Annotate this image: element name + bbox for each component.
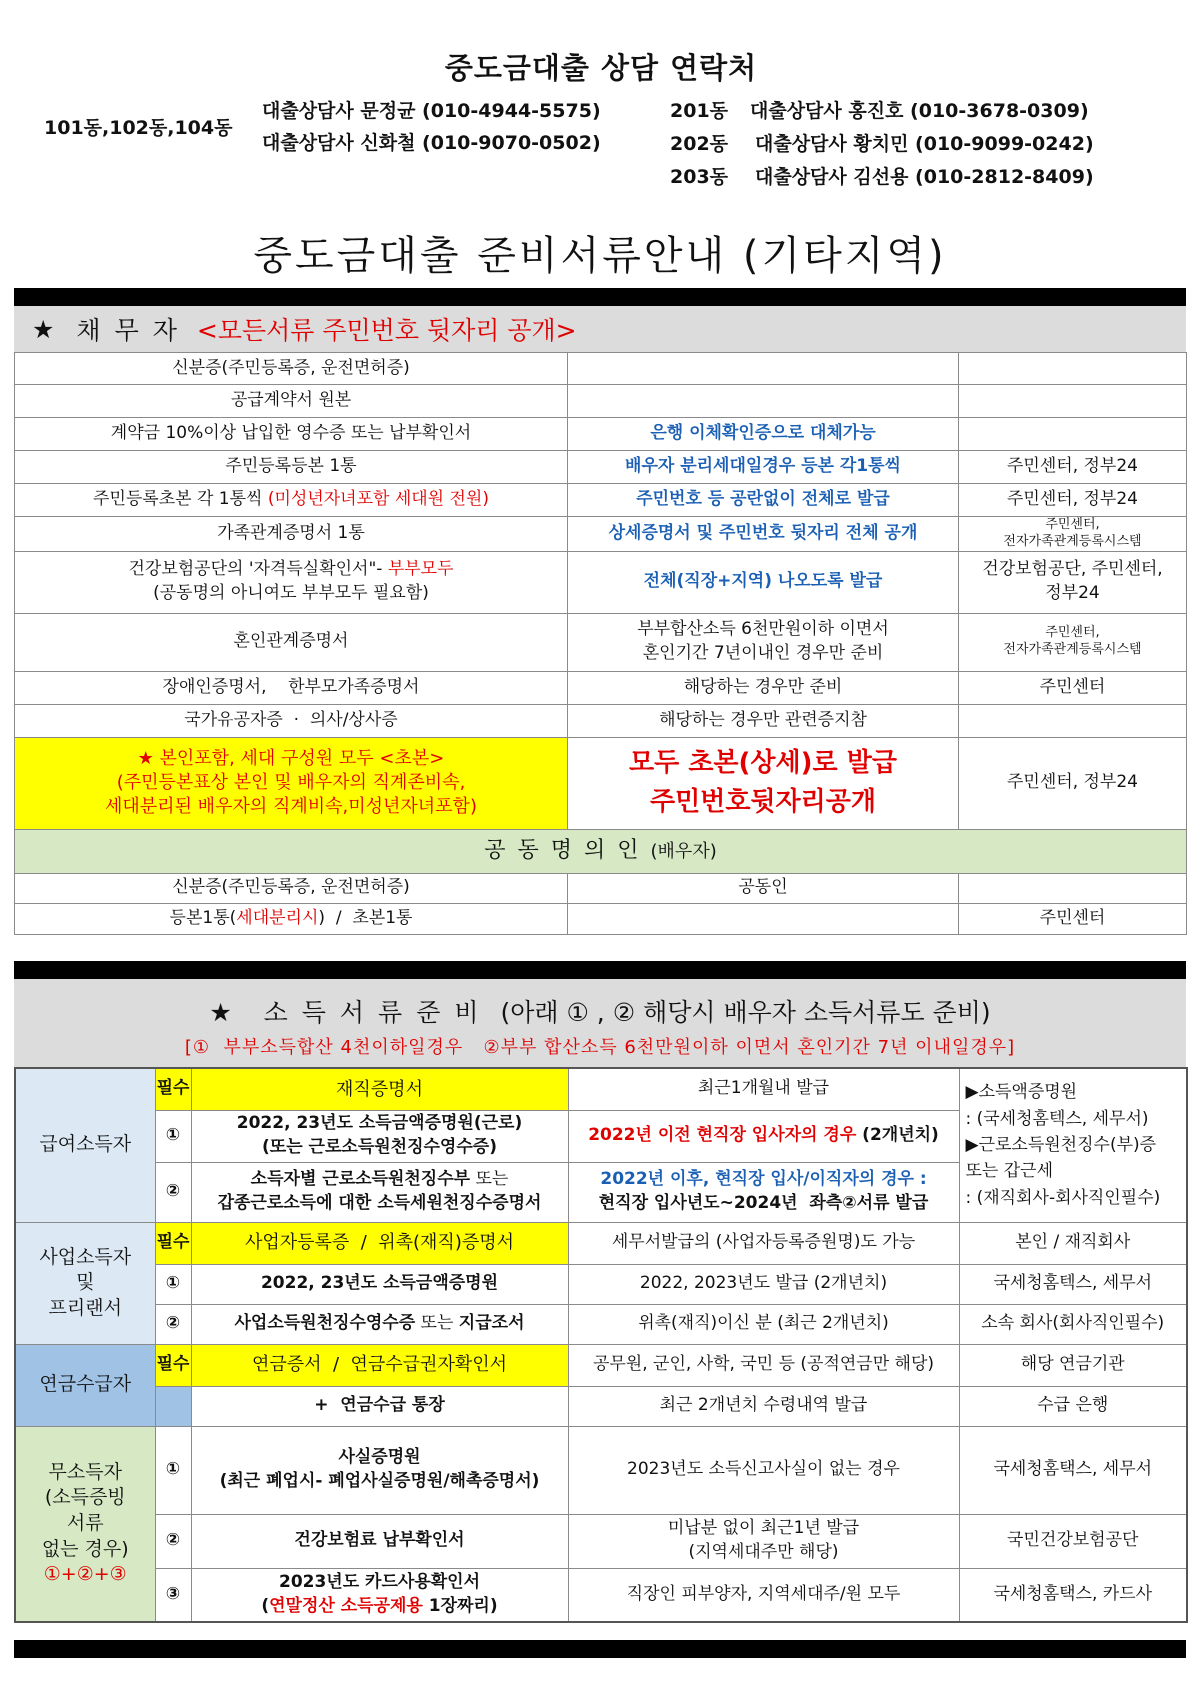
doc-text: (: [261, 1595, 270, 1616]
table-row: [15, 1386, 1187, 1426]
doc-cell: [191, 1304, 568, 1344]
contact-building: 201동: [670, 100, 729, 122]
doc-text: ) / 초본1통: [318, 907, 413, 928]
table-row: [15, 1068, 1187, 1110]
contact-title: 중도금대출 상담 연락처: [444, 51, 758, 85]
doc-cell: [15, 903, 568, 934]
category-line: 없는 경우): [41, 1537, 129, 1560]
note-text: (2개년치): [856, 1125, 939, 1146]
table-row: [15, 484, 1187, 517]
doc-text: 등본1통(: [169, 907, 237, 928]
table-row: [15, 1222, 1187, 1264]
note-line: 부부합산소득 6천만원이하 이면서: [637, 619, 889, 640]
where-line: : (재직회사-회사직인필수): [965, 1187, 1161, 1208]
where-line: 주민센터,: [1045, 625, 1100, 641]
doc-cell: 국가유공자증 · 의사/상사증: [15, 704, 568, 737]
category-line: 및: [76, 1271, 95, 1294]
note-cell: 상세증명서 및 주민번호 뒷자리 전체 공개: [568, 517, 959, 552]
doc-cell: 신분증(주민등록증, 운전면허증): [15, 873, 568, 903]
note-cell: 은행 이체확인증으로 대체가능: [568, 418, 959, 451]
doc-cell: 공급계약서 원본: [15, 385, 568, 418]
where-cell: [959, 517, 1187, 552]
doc-text: 1장짜리): [422, 1595, 498, 1616]
doc-cell: 2022, 23년도 소득금액증명원: [191, 1264, 568, 1304]
doc-text: 주민등록초본 각 1통씩: [93, 489, 268, 510]
note-cell: 공동인: [568, 873, 959, 903]
where-line: ▶소득액증명원: [965, 1082, 1078, 1103]
doc-cell: 신분증(주민등록증, 운전면허증): [15, 353, 568, 385]
doc-line: (주민등본표상 본인 및 배우자의 직계존비속,: [116, 772, 466, 794]
note-line: 현직장 입사년도~2024년 좌측②서류 발급: [598, 1193, 929, 1213]
contact-right-line: 대출상담사 홍진호 (010-3678-0309): [750, 100, 1089, 122]
doc-cell: 혼인관계증명서: [15, 613, 568, 671]
tag-cell: ②: [155, 1162, 191, 1222]
note-line: 2022년 이후, 현직장 입사/이직자의 경우 :: [600, 1169, 927, 1190]
contact-right-line: 대출상담사 황치민 (010-9099-0242): [755, 133, 1094, 155]
note-cell: [568, 1514, 959, 1568]
income-table: [14, 1067, 1188, 1623]
contact-right-line: 대출상담사 김선용 (010-2812-8409): [755, 166, 1094, 188]
table-row: [15, 551, 1187, 613]
star-icon: ★: [32, 314, 55, 344]
debtor-note: <모든서류 주민번호 뒷자리 공개>: [196, 316, 577, 345]
co-owner-sub: (배우자): [650, 840, 717, 862]
debtor-table: [14, 352, 1187, 935]
tag-cell: ③: [155, 1568, 191, 1622]
doc-text: 폐업사실증명원/해촉증명서): [328, 1471, 540, 1491]
note-cell: 위촉(재직)이신 분 (최근 2개년치): [568, 1304, 959, 1344]
where-cell: 주민센터, 정부24: [959, 451, 1187, 484]
note-cell: 전체(직장+지역) 나오도록 발급: [568, 551, 959, 613]
note-cell: 주민번호 등 공란없이 전체로 발급: [568, 484, 959, 517]
where-line: 전자가족관계등록시스템: [1003, 533, 1142, 549]
note-cell: [568, 385, 959, 418]
star-icon: ★: [209, 998, 232, 1027]
doc-cell: 주민등록등본 1통: [15, 451, 568, 484]
income-title: 소득서류준비: [263, 998, 493, 1027]
note-cell: 2023년도 소득신고사실이 없는 경우: [568, 1426, 959, 1514]
note-cell: 해당하는 경우만 관련증지참: [568, 704, 959, 737]
doc-cell: [15, 737, 568, 829]
where-cell: [959, 873, 1187, 903]
note-cell: [568, 737, 959, 829]
co-owner-header: [15, 829, 1187, 873]
doc-cell: + 연금수급 통장: [191, 1386, 568, 1426]
table-row: [15, 1304, 1187, 1344]
category-salary: 급여소득자: [15, 1068, 155, 1222]
note-cell: [568, 1162, 959, 1222]
table-row: [15, 903, 1187, 934]
where-line: 전자가족관계등록시스템: [1003, 642, 1142, 658]
table-row: [15, 737, 1187, 829]
doc-cell: 건강보험료 납부확인서: [191, 1514, 568, 1568]
category-pension: 연금수급자: [15, 1344, 155, 1426]
note-cell: 최근 2개년치 수령내역 발급: [568, 1386, 959, 1426]
table-row: [15, 353, 1187, 385]
doc-cell: 가족관계증명서 1통: [15, 517, 568, 552]
doc-line: 갑종근로소득에 대한 소득세원천징수증명서: [217, 1193, 542, 1213]
debtor-title: 채무자: [76, 316, 191, 345]
income-title-note: (아래 ① , ② 해당시 배우자 소득서류도 준비): [500, 998, 991, 1027]
doc-text: (최근 폐업시-: [219, 1471, 329, 1491]
doc-text: 사업소득원천징수영수증: [234, 1313, 416, 1334]
table-row: [15, 1568, 1187, 1622]
tag-cell: ②: [155, 1514, 191, 1568]
doc-line: ★ 본인포함, 세대 구성원 모두 <초본>: [137, 747, 445, 769]
where-cell: 본인 / 재직회사: [959, 1222, 1187, 1264]
where-line: ▶근로소득원천징수(부)증: [965, 1135, 1157, 1156]
income-header: [14, 979, 1186, 1067]
note-cell: 배우자 분리세대일경우 등본 각1통씩: [568, 451, 959, 484]
where-line: 또는 갑근세: [965, 1161, 1054, 1182]
note-cell: [568, 1110, 959, 1162]
category-no-income: [15, 1426, 155, 1622]
where-cell: 소속 회사(회사직인필수): [959, 1304, 1187, 1344]
debtor-header: [14, 306, 1186, 352]
category-business: [15, 1222, 155, 1344]
contact-left-group: 101동,102동,104동: [44, 117, 233, 139]
note-cell: 세무서발급의 (사업자등록증원명)도 가능: [568, 1222, 959, 1264]
tag-cell: 필수: [155, 1068, 191, 1110]
doc-line: 세대분리된 배우자의 직계비속,미성년자녀포함): [105, 796, 477, 818]
divider-bar: [14, 288, 1186, 306]
doc-cell: [15, 551, 568, 613]
where-cell: [959, 551, 1187, 613]
tag-cell: [155, 1386, 191, 1426]
where-cell: 해당 연금기관: [959, 1344, 1187, 1386]
doc-text: 건강보험공단의 '자격득실확인서"-: [128, 559, 388, 580]
doc-cell: [191, 1426, 568, 1514]
where-cell: 주민센터: [959, 671, 1187, 704]
co-owner-header-cell: [15, 829, 1187, 873]
doc-highlight: 부부모두: [387, 559, 454, 580]
doc-text: 또는: [415, 1313, 459, 1334]
table-row: [15, 671, 1187, 704]
tag-cell: 필수: [155, 1344, 191, 1386]
where-cell: [959, 385, 1187, 418]
where-cell: 국세청홈택스, 세무서: [959, 1426, 1187, 1514]
doc-cell: 계약금 10%이상 납입한 영수증 또는 납부확인서: [15, 418, 568, 451]
doc-text: 또는: [470, 1169, 509, 1190]
doc-cell: 장애인증명서, 한부모가족증명서: [15, 671, 568, 704]
note-cell: [568, 903, 959, 934]
where-line: 건강보험공단, 주민센터,: [982, 559, 1163, 580]
note-highlight: 2022년 이전 현직장 입사자의 경우: [588, 1125, 857, 1146]
table-row: [15, 1264, 1187, 1304]
where-line: 정부24: [1045, 583, 1100, 604]
note-line: 주민번호뒷자리공개: [649, 787, 877, 818]
doc-line: 2023년도 카드사용확인서: [278, 1571, 481, 1592]
where-line: : (국세청홈텍스, 세무서): [965, 1108, 1149, 1129]
category-line: 프리랜서: [48, 1296, 122, 1319]
tag-cell: ②: [155, 1304, 191, 1344]
note-cell: 최근1개월내 발급: [568, 1068, 959, 1110]
tag-cell: ①: [155, 1110, 191, 1162]
where-cell: 주민센터: [959, 903, 1187, 934]
where-cell: [959, 353, 1187, 385]
table-row: [15, 873, 1187, 903]
table-row: [15, 517, 1187, 552]
where-cell: 국세청홈텍스, 세무서: [959, 1264, 1187, 1304]
tag-cell: ①: [155, 1426, 191, 1514]
table-row: [15, 1344, 1187, 1386]
doc-text: 지급조서: [458, 1313, 525, 1334]
note-line: 혼인기간 7년이내인 경우만 준비: [642, 643, 884, 664]
doc-cell: [15, 484, 568, 517]
contact-building: 202동: [670, 133, 729, 155]
contact-left-line: 대출상담사 문정균 (010-4944-5575): [262, 100, 601, 122]
doc-line: (또는 근로소득원천징수영수증): [262, 1137, 497, 1157]
note-cell: 해당하는 경우만 준비: [568, 671, 959, 704]
note-line: (지역세대주만 해당): [688, 1542, 839, 1562]
contact-section: [12, 30, 1190, 200]
note-cell: 2022, 2023년도 발급 (2개년치): [568, 1264, 959, 1304]
main-title: 중도금대출 준비서류안내 (기타지역): [253, 233, 947, 279]
doc-cell: [191, 1110, 568, 1162]
where-cell: 국민건강보험공단: [959, 1514, 1187, 1568]
table-row: [15, 613, 1187, 671]
doc-text: (공동명의 아니여도 부부모두 필요함): [153, 583, 429, 604]
where-cell: 수급 은행: [959, 1386, 1187, 1426]
where-line: 주민센터,: [1045, 517, 1100, 532]
doc-highlight: (미성년자녀포함 세대원 전원): [267, 489, 489, 510]
table-row: [15, 451, 1187, 484]
where-cell: 국세청홈택스, 카드사: [959, 1568, 1187, 1622]
doc-cell: 연금증서 / 연금수급권자확인서: [191, 1344, 568, 1386]
tag-cell: 필수: [155, 1222, 191, 1264]
category-line: 사업소득자: [39, 1245, 132, 1268]
note-cell: 공무원, 군인, 사학, 국민 등 (공적연금만 해당): [568, 1344, 959, 1386]
where-cell: [959, 613, 1187, 671]
table-row: [15, 418, 1187, 451]
where-cell: 주민센터, 정부24: [959, 484, 1187, 517]
contact-left-line: 대출상담사 신화철 (010-9070-0502): [262, 132, 601, 154]
where-cell: 주민센터, 정부24: [959, 737, 1187, 829]
note-cell: [568, 353, 959, 385]
where-cell: [959, 1068, 1187, 1222]
tag-cell: ①: [155, 1264, 191, 1304]
category-line: 서류: [66, 1511, 104, 1534]
doc-cell: 재직증명서: [191, 1068, 568, 1110]
doc-cell: [191, 1568, 568, 1622]
doc-highlight: 연말정산 소득공제용: [269, 1595, 423, 1616]
income-title-line: [14, 979, 1186, 1029]
note-line: 미납분 없이 최근1년 발급: [667, 1518, 860, 1539]
note-line: 모두 초본(상세)로 발급: [629, 748, 897, 779]
divider-bar: [14, 1640, 1186, 1658]
contact-building: 203동: [670, 166, 729, 188]
where-cell: [959, 418, 1187, 451]
co-owner-title: 공동명의인: [484, 837, 651, 863]
divider-bar: [14, 961, 1186, 979]
doc-cell: [191, 1162, 568, 1222]
doc-cell: 사업자등록증 / 위촉(재직)증명서: [191, 1222, 568, 1264]
doc-highlight: 세대분리시: [236, 907, 319, 928]
table-row: [15, 1426, 1187, 1514]
where-cell: [959, 704, 1187, 737]
category-line: 무소득자: [48, 1460, 122, 1483]
table-row: [15, 385, 1187, 418]
table-row: [15, 704, 1187, 737]
note-cell: [568, 613, 959, 671]
doc-line: 2022, 23년도 소득금액증명원(근로): [236, 1113, 523, 1134]
income-sub: [① 부부소득합산 4천이하일경우 ②부부 합산소득 6천만원이하 이면서 혼인기간 7년 이내일경우]: [184, 1037, 1016, 1058]
note-cell: 직장인 피부양자, 지역세대주/원 모두: [568, 1568, 959, 1622]
doc-line: 사실증명원: [338, 1447, 421, 1468]
category-line: (소득증빙: [44, 1486, 126, 1509]
category-line: ①+②+③: [43, 1563, 127, 1586]
doc-text: 소득자별 근로소득원천징수부: [250, 1169, 471, 1190]
table-row: [15, 1514, 1187, 1568]
